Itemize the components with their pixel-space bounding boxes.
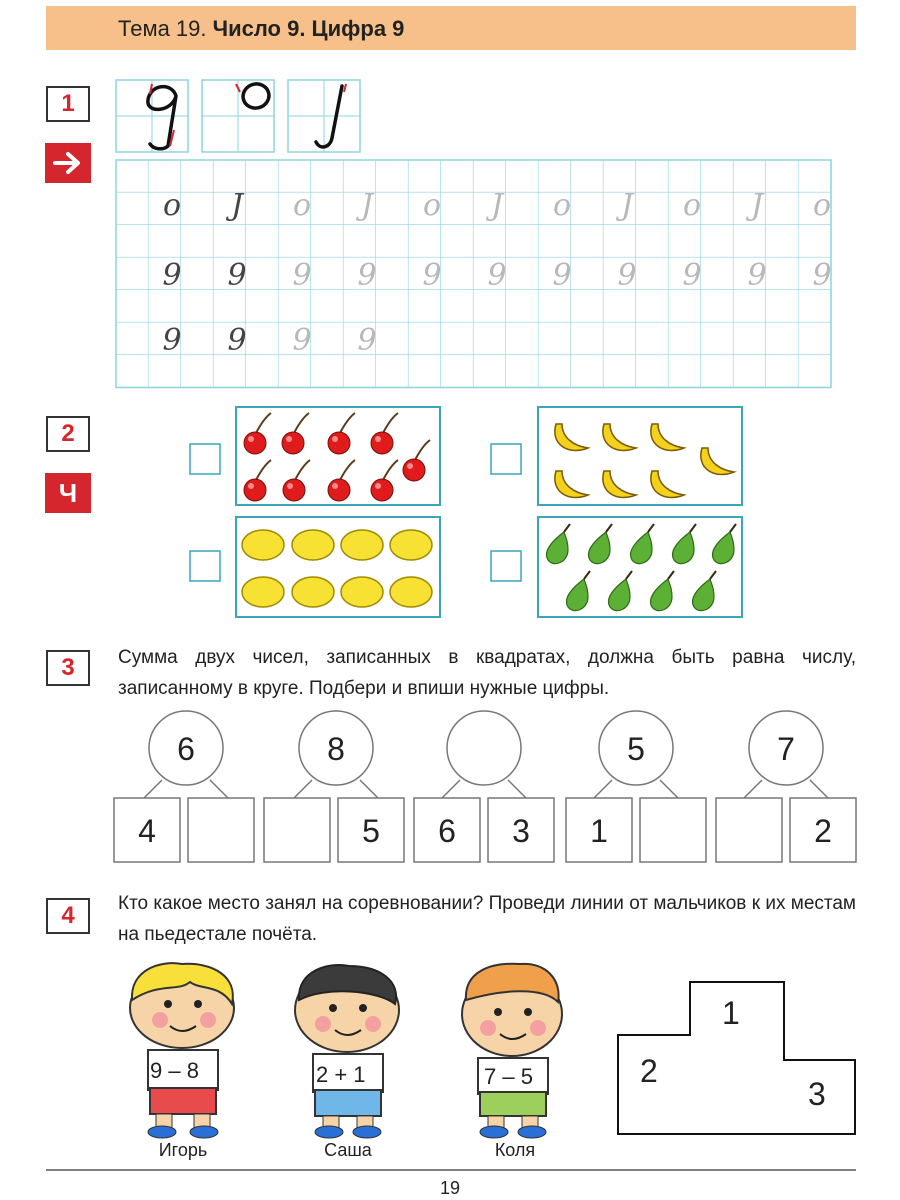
boy-kolya: [462, 964, 562, 1138]
boys-illustration: [120, 960, 600, 1140]
practice-digit: 9: [292, 323, 312, 358]
shirt-label-sasha: 2 + 1: [316, 1062, 366, 1087]
practice-digit: 9: [682, 258, 702, 293]
lemon-icon: [292, 577, 334, 607]
practice-digit: J: [360, 188, 374, 223]
boy-igor: [130, 963, 234, 1138]
task-3-number: 3: [46, 650, 90, 686]
sum-puzzle: [566, 711, 706, 862]
practice-digit: J: [750, 188, 764, 223]
task-4-text: Кто какое место занял на соревновании? Проведи линии от мальчиков к их местам на пьедестале почёта.: [118, 893, 856, 945]
sum-puzzle: [716, 711, 856, 862]
sum-circle-value: 7: [777, 731, 795, 767]
practice-digit: 9: [357, 258, 377, 293]
task-4-number: 4: [46, 898, 90, 934]
sum-circle-value: 8: [327, 731, 345, 767]
practice-digit: 9: [162, 258, 182, 293]
addend-right-value: 3: [512, 813, 530, 849]
page-number: 19: [439, 1178, 461, 1198]
addend-box-right[interactable]: [188, 798, 254, 862]
practice-digit: o: [422, 188, 442, 223]
practice-digit: 9: [357, 323, 377, 358]
practice-digit: 9: [422, 258, 442, 293]
addend-right-value: 5: [362, 813, 380, 849]
practice-digit: J: [620, 188, 634, 223]
podium-place-3: 3: [808, 1076, 826, 1112]
sample-digit-oval: [236, 81, 272, 111]
lemon-icon: [242, 530, 284, 560]
shirt-label-kolya: 7 – 5: [484, 1064, 533, 1089]
sum-circle[interactable]: [447, 711, 521, 785]
sum-puzzles: [114, 711, 856, 862]
boy-name-sasha: Саша: [324, 1140, 372, 1160]
lemon-icon: [341, 530, 383, 560]
lemon-icon: [390, 530, 432, 560]
practice-digit: J: [230, 188, 244, 223]
addend-right-value: 2: [814, 813, 832, 849]
sample-cells: [116, 80, 360, 152]
practice-digit: o: [162, 188, 182, 223]
task-1-number: 1: [46, 86, 90, 122]
topic-label: Тема 19.: [118, 16, 207, 41]
practice-digit: 9: [617, 258, 637, 293]
podium-place-2: 2: [640, 1053, 658, 1089]
practice-digit: 9: [292, 258, 312, 293]
practice-digit: 9: [812, 258, 832, 293]
lemon-icon: [292, 530, 334, 560]
boy-sasha: [295, 965, 399, 1138]
sample-digit-stroke: [316, 84, 346, 147]
task-2-badge: Ч: [45, 473, 91, 513]
practice-digit: 9: [227, 258, 247, 293]
boy-name-kolya: Коля: [494, 1140, 536, 1160]
practice-digit: o: [812, 188, 832, 223]
addend-box-left[interactable]: [264, 798, 330, 862]
lemon-icon: [341, 577, 383, 607]
practice-digit: 9: [747, 258, 767, 293]
addend-left-value: 4: [138, 813, 156, 849]
task-3-text: Сумма двух чисел, записанных в квадратах, должна быть равна числу, записанному в круге. Подбери и впиши нужные цифры.: [118, 647, 856, 699]
lemon-icon: [242, 577, 284, 607]
sum-puzzle: [414, 711, 554, 862]
practice-grid: [116, 160, 831, 388]
addend-box-right[interactable]: [640, 798, 706, 862]
sum-circle-value: 5: [627, 731, 645, 767]
practice-digit: o: [552, 188, 572, 223]
shirt-label-igor: 9 – 8: [150, 1058, 199, 1083]
task-2-number: 2: [46, 416, 90, 452]
sum-puzzle: [264, 711, 404, 862]
addend-box-left[interactable]: [716, 798, 782, 862]
practice-digit: o: [682, 188, 702, 223]
sum-circle-value: 6: [177, 731, 195, 767]
boy-name-igor: Игорь: [158, 1140, 208, 1160]
topic-heading: Число 9. Цифра 9: [212, 16, 405, 41]
addend-left-value: 1: [590, 813, 608, 849]
practice-digit: o: [292, 188, 312, 223]
lemon-icon: [390, 577, 432, 607]
practice-digit: 9: [552, 258, 572, 293]
podium-place-1: 1: [722, 995, 740, 1031]
addend-left-value: 6: [438, 813, 456, 849]
practice-digit: 9: [227, 323, 247, 358]
sum-puzzle: [114, 711, 254, 862]
practice-digit: J: [490, 188, 504, 223]
practice-digit: 9: [162, 323, 182, 358]
practice-digit: 9: [487, 258, 507, 293]
